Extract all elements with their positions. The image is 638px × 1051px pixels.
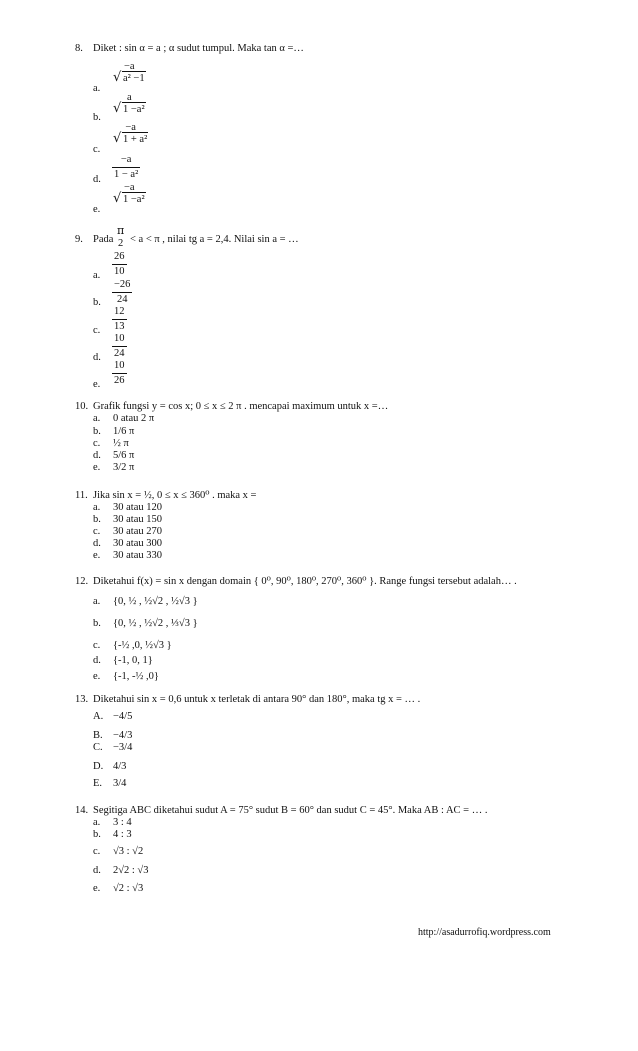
q9-option-d-numerator: 10 <box>114 333 125 344</box>
q9-option-e-label: e. <box>93 379 101 390</box>
question-13-stem: Diketahui sin x = 0,6 untuk x terletak di antara 90° dan 180°, maka tg x = … . <box>93 694 421 705</box>
q11-option-e-text: 30 atau 330 <box>113 550 162 561</box>
q13-option-D-text: 4/3 <box>113 761 127 772</box>
q10-option-b-text: 1/6 π <box>113 426 135 437</box>
q9-option-b-numerator: −26 <box>114 279 131 290</box>
q13-option-E-text: 3/4 <box>113 778 127 789</box>
q11-option-a-label: a. <box>93 502 101 513</box>
q9-option-c-numerator: 12 <box>114 306 125 317</box>
q12-option-a-text: {0, ½ , ½√2 , ½√3 } <box>113 596 198 607</box>
q12-option-d-text: {-1, 0, 1} <box>113 655 153 666</box>
q14-option-a-label: a. <box>93 817 101 828</box>
q8-option-b-label: b. <box>93 112 101 123</box>
q10-option-c-text: ½ π <box>113 438 129 449</box>
q9-option-b-fraction <box>112 280 132 305</box>
q9-stem-frac-denominator: 2 <box>117 238 124 249</box>
question-11-stem: Jika sin x = ½, 0 ≤ x ≤ 360⁰ . maka x = <box>93 490 257 501</box>
q11-option-d-text: 30 atau 300 <box>113 538 162 549</box>
q12-option-e-text: {-1, -½ ,0} <box>113 671 159 682</box>
question-8-number: 8. <box>75 43 83 54</box>
question-8-stem: Diket : sin α = a ; α sudut tumpul. Maka tan α =… <box>93 43 304 54</box>
q9-option-b-label: b. <box>93 297 101 308</box>
q8-option-c-numerator: −a <box>125 122 136 133</box>
q9-stem-frac-numerator: π <box>117 224 125 237</box>
q9-option-a-denominator: 10 <box>114 265 125 277</box>
question-12-stem: Diketahui f(x) = sin x dengan domain { 0⁰, 90⁰, 180⁰, 270⁰, 360⁰ }. Range fungsi tersebut adalah… . <box>93 576 517 587</box>
q8-option-a-label: a. <box>93 83 101 94</box>
q12-option-a-label: a. <box>93 596 101 607</box>
q10-option-a-label: a. <box>93 413 101 424</box>
q14-option-d-label: d. <box>93 865 101 876</box>
q8-option-c-label: c. <box>93 144 101 155</box>
question-11-number: 11. <box>75 490 88 501</box>
q12-option-e-label: e. <box>93 671 101 682</box>
q11-option-e-label: e. <box>93 550 101 561</box>
q13-option-A-label: A. <box>93 711 104 722</box>
q11-option-a-text: 30 atau 120 <box>113 502 162 513</box>
q9-option-e-fraction <box>112 361 127 386</box>
q14-option-e-label: e. <box>93 883 101 894</box>
q14-option-e-text: √2 : √3 <box>113 883 144 894</box>
q8-option-d-label: d. <box>93 174 101 185</box>
q13-option-B-label: B. <box>93 730 103 741</box>
question-9-stem-fraction <box>115 225 126 250</box>
q10-option-c-label: c. <box>93 438 101 449</box>
q14-option-d-text: 2√2 : √3 <box>113 865 149 876</box>
q9-option-b-denominator: 24 <box>112 292 132 306</box>
question-9-number: 9. <box>75 234 83 245</box>
q9-option-c-fraction <box>112 307 127 332</box>
q8-option-b-numerator: a <box>126 92 132 103</box>
question-9-stem-post: < a < π , nilai tg a = 2,4. Nilai sin a = … <box>130 234 299 245</box>
q8-option-a-denominator: a² −1 <box>123 72 145 84</box>
footer-url[interactable]: http://asadurrofiq.wordpress.com <box>418 927 551 938</box>
q9-option-d-fraction <box>112 334 127 359</box>
q12-option-d-label: d. <box>93 655 101 666</box>
q9-option-c-label: c. <box>93 325 101 336</box>
question-10-stem: Grafik fungsi y = cos x; 0 ≤ x ≤ 2 π . mencapai maximum untuk x =… <box>93 401 389 412</box>
q14-option-b-text: 4 : 3 <box>113 829 132 840</box>
q12-option-c-text: {-½ ,0, ½√3 } <box>113 640 172 651</box>
q8-option-d-fraction <box>112 155 140 180</box>
q13-option-C-text: −3/4 <box>113 742 133 753</box>
q9-option-a-numerator: 26 <box>114 251 125 262</box>
q14-option-c-label: c. <box>93 846 101 857</box>
question-12-number: 12. <box>75 576 89 587</box>
q13-option-D-label: D. <box>93 761 104 772</box>
q8-option-e-numerator: −a <box>124 182 135 193</box>
q14-option-b-label: b. <box>93 829 101 840</box>
question-14-stem: Segitiga ABC diketahui sudut A = 75° sudut B = 60° dan sudut C = 45°. Maka AB : AC = … . <box>93 805 488 816</box>
q10-option-b-label: b. <box>93 426 101 437</box>
q14-option-a-text: 3 : 4 <box>113 817 132 828</box>
q13-option-A-text: −4/5 <box>113 711 133 722</box>
q11-option-b-label: b. <box>93 514 101 525</box>
q13-option-C-label: C. <box>93 742 103 753</box>
q13-option-E-label: E. <box>93 778 103 789</box>
question-10-number: 10. <box>75 401 89 412</box>
q9-option-d-denominator: 24 <box>114 347 125 359</box>
q13-option-B-text: −4/3 <box>113 730 133 741</box>
q10-option-e-label: e. <box>93 462 101 473</box>
q12-option-c-label: c. <box>93 640 101 651</box>
q8-option-e-fraction <box>113 183 146 205</box>
q10-option-e-text: 3/2 π <box>113 462 135 473</box>
question-14-number: 14. <box>75 805 89 816</box>
q9-option-a-label: a. <box>93 270 101 281</box>
q9-option-c-denominator: 13 <box>114 320 125 332</box>
q8-option-d-denominator: 1 − a² <box>114 168 139 180</box>
q11-option-c-label: c. <box>93 526 101 537</box>
q9-option-e-denominator: 26 <box>114 374 125 386</box>
q8-option-b-fraction <box>113 93 146 115</box>
q8-option-c-fraction <box>113 123 148 145</box>
question-9-stem-pre: Pada <box>93 234 114 245</box>
q8-option-e-label: e. <box>93 204 101 215</box>
q11-option-d-label: d. <box>93 538 101 549</box>
question-13-number: 13. <box>75 694 89 705</box>
q11-option-c-text: 30 atau 270 <box>113 526 162 537</box>
q11-option-b-text: 30 atau 150 <box>113 514 162 525</box>
q8-option-d-numerator: −a <box>120 154 132 165</box>
q10-option-a-text: 0 atau 2 π <box>113 413 155 424</box>
q8-option-a-numerator: −a <box>124 61 135 72</box>
q9-option-a-fraction <box>112 252 127 277</box>
q10-option-d-text: 5/6 π <box>113 450 135 461</box>
q12-option-b-text: {0, ½ , ½√2 , ⅓√3 } <box>113 618 198 629</box>
q8-option-c-denominator: 1 + a² <box>123 133 148 145</box>
q14-option-c-text: √3 : √2 <box>113 846 144 857</box>
q8-option-b-denominator: 1 −a² <box>123 103 145 115</box>
q8-option-e-denominator: 1 −a² <box>123 193 145 205</box>
q12-option-b-label: b. <box>93 618 101 629</box>
q8-option-a-fraction <box>113 62 146 84</box>
q9-option-e-numerator: 10 <box>114 360 125 371</box>
q9-option-d-label: d. <box>93 352 101 363</box>
q10-option-d-label: d. <box>93 450 101 461</box>
